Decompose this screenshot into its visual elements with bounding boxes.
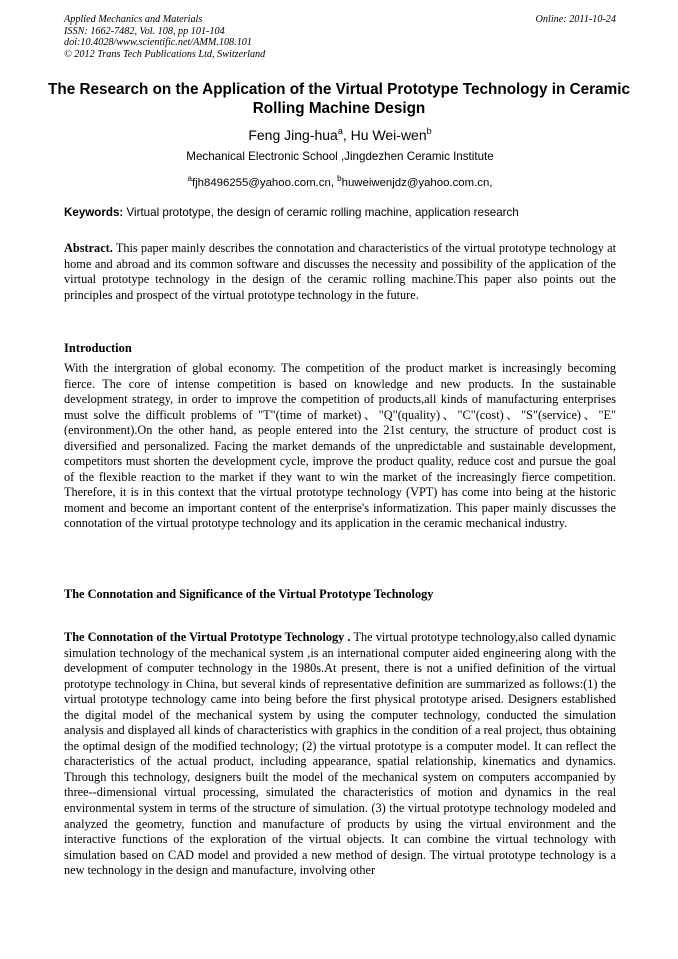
journal-header <box>64 14 616 60</box>
author-line <box>64 123 616 144</box>
email-b-sup: b <box>337 174 342 183</box>
copyright-line: © 2012 Trans Tech Publications Ltd, Switzerland <box>64 48 266 60</box>
keywords <box>64 206 616 220</box>
keywords-label: Keywords: <box>64 206 124 219</box>
journal-name: Applied Mechanics and Materials <box>64 14 203 25</box>
connotation-text: The virtual prototype technology,also called dynamic simulation technology of the mechanical system ,is an international computer aided engineering along with the development of computer technology in the 1980s.At present, there is not a unified definition of the virtual prototype technology in China, but several kinds of representative definition are summarized as follows:(1) the virtual prototype technology came into being before the first physical prototype arised. Designers established the digital model of the mechanical system by using the computer technology, conducted the simulation analysis and displayed all kinds of characteristics with graphics in the condition of a real project, thus obtaining the optimal design of the modified technology; (2) the virtual prototype is a computer model. It can reflect the characteristics of the actual product, including appearance, spatial relationship, kinematics and dynamics. Through this technology, designers built the model of the mechanical system on computers accompanied by three--dimensional virtual processing, simulated the characteristics of motion and dynamics in the real environmental system in terms of the structure of simulation. (3) the virtual prototype technology modeled and analyzed the geometry, function and manufacture of products by using the virtual environment and the interactive functions of the exploration of the virtual objects. It can combine the virtual technology with simulation based on CAD model and provided a new method of design. The virtual prototype technology is a new technology in the design and manufacture, involving other <box>64 630 616 878</box>
affiliation: Mechanical Electronic School ,Jingdezhen Ceramic Institute <box>186 150 494 163</box>
author-separator: , <box>342 127 351 143</box>
abstract-text: This paper mainly describes the connotation and characteristics of the virtual prototype technology at home and abroad and its common software and discusses the necessity and possibility of the application of the virtual prototype technology in the design of the ceramic rolling machine.This paper also points out the principles and prospect of the virtual prototype technology in the future. <box>64 241 616 302</box>
doi-line: doi:10.4028/www.scientific.net/AMM.108.101 <box>64 37 252 48</box>
keywords-text: Virtual prototype, the design of ceramic rolling machine, application research <box>123 206 519 219</box>
email-line <box>64 172 616 190</box>
paper-title: The Research on the Application of the Virtual Prototype Technology in Ceramic Rolling Machine Design <box>48 81 630 117</box>
online-date: Online: 2011-10-24 <box>535 14 616 25</box>
issn-line: ISSN: 1662-7482, Vol. 108, pp 101-104 <box>64 25 225 37</box>
abstract <box>64 241 616 303</box>
introduction-heading: Introduction <box>64 341 132 355</box>
introduction-paragraph: With the intergration of global economy. The competition of the product market is increasingly becoming fierce. The core of intense competition is based on knowledge and new products. In the sustainable development strategy, in order to improve the competition of products,all kinds of manufacturing enterprises must solve the difficult problems of "T"(time of market)、"Q"(quality)、"C"(cost)、"S"(service)、"E"(environment).On the other hand, as people entered into the 21st century, the structure of product cost is diversified and personalized. Facing the market demands of the unpredictable and sustainable development, competitors must shorten the development cycle, improve the product quality, reduce cost and pursue the goal of the flexible reaction to the market if they want to win the market of the increasingly fierce competition. Therefore, it is in this context that the virtual prototype technology (VPT) has come into being at the historic moment and become an important content of the enterprise's informatization. This paper mainly discusses the connotation of the virtual prototype technology and its application in the ceramic mechanical industry. <box>64 361 616 531</box>
email-a[interactable]: fjh8496255@yahoo.com.cn, <box>191 177 338 189</box>
email-b[interactable]: huweiwenjdz@yahoo.com.cn, <box>341 177 493 189</box>
connotation-paragraph <box>64 630 616 879</box>
email-a-sup: a <box>187 174 192 183</box>
connotation-runin-heading: The Connotation of the Virtual Prototype Technology . <box>64 630 351 644</box>
author-2-sup: b <box>426 126 432 136</box>
author-2: Hu Wei-wen <box>350 127 427 143</box>
author-1-sup: a <box>337 126 343 136</box>
author-1: Feng Jing-hua <box>248 127 338 143</box>
abstract-label: Abstract. <box>64 241 113 255</box>
section-heading: The Connotation and Significance of the Virtual Prototype Technology <box>64 587 434 601</box>
